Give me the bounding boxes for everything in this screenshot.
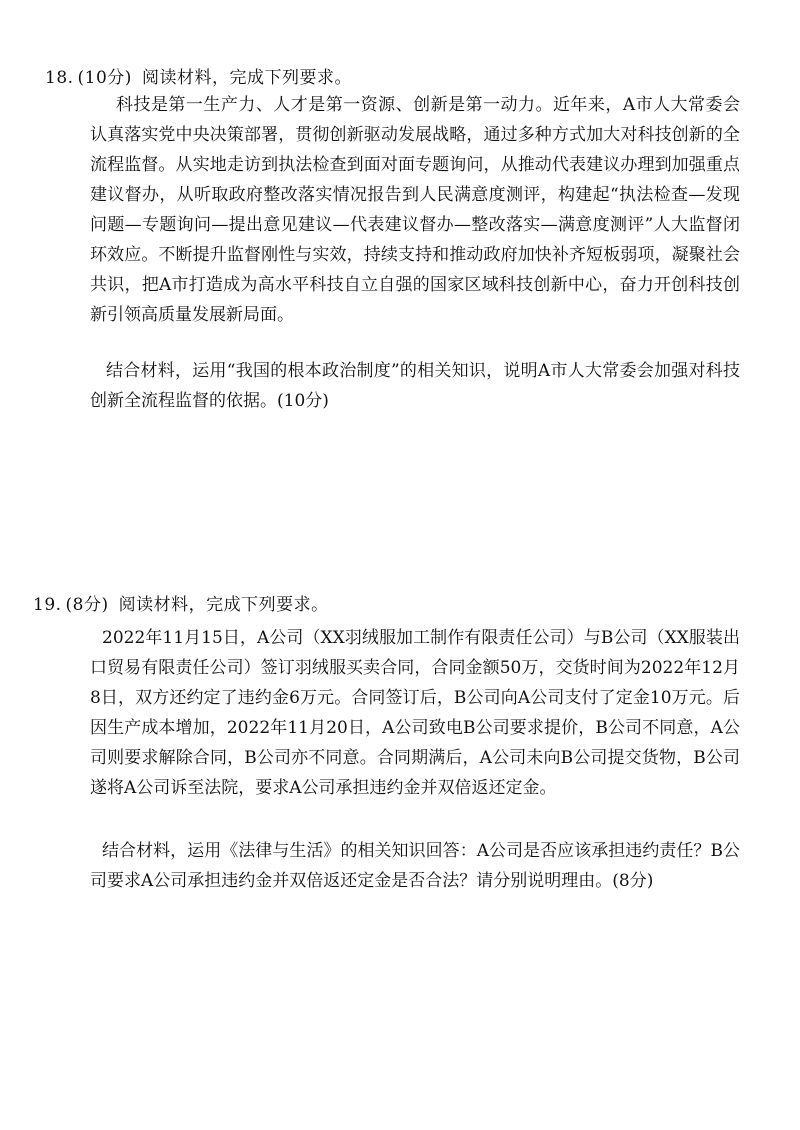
material-paragraph: 2022年11月15日，A公司（XX羽绒服加工制作有限责任公司）与B公司（XX服装出口贸易有限责任公司）签订羽绒服买卖合同，合同金额50万，交货时间为2022年12月8日，双方还约定了违约金6万元。合同签订后，B公司向A公司支付了定金10万元。后因生产成本增加，2022年11月20日，A公司致电B公司要求提价，B公司不同意，A公司则要求解除合同，B公司亦不同意。合同期满后，A公司未向B公司提交货物，B公司遂将A公司诉至法院，要求A公司承担违约金并双倍返还定金。: [90, 628, 740, 798]
question-instruction: 阅读材料，完成下列要求。: [141, 68, 352, 88]
question-instruction: 阅读材料，完成下列要求。: [118, 595, 329, 615]
question-number: 19.: [33, 595, 62, 615]
question-header: [33, 593, 329, 617]
question-prompt: 结合材料，运用“我国的根本政治制度”的相关知识，说明A市人大常委会加强对科技创新全流程监督的依据。(10分): [90, 361, 740, 411]
material-paragraph: 科技是第一生产力、人才是第一资源、创新是第一动力。近年来，A市人大常委会认真落实党中央决策部署，贯彻创新驱动发展战略，通过多种方式加大对科技创新的全流程监督。从实地走访到执法检查到面对面专题询问，从推动代表建议办理到加强重点建议督办，从听取政府整改落实情况报告到人民满意度测评，构建起“执法检查—发现问题—专题询问—提出意见建议—代表建议督办—整改落实—满意度测评”人大监督闭环效应。不断提升监督刚性与实效，持续支持和推动政府加快补齐短板弱项，凝聚社会共识，把A市打造成为高水平科技自立自强的国家区域科技创新中心，奋力开创科技创新引领高质量发展新局面。: [90, 95, 740, 325]
question-score: (10分): [77, 68, 132, 88]
question-number: 18.: [45, 68, 74, 88]
question-prompt: 结合材料，运用《法律与生活》的相关知识回答：A公司是否应该承担违约责任？B公司要求A公司承担违约金并双倍返还定金是否合法？请分别说明理由。(8分): [90, 841, 740, 891]
question-header: [45, 66, 352, 90]
question-score: (8分): [65, 595, 109, 615]
